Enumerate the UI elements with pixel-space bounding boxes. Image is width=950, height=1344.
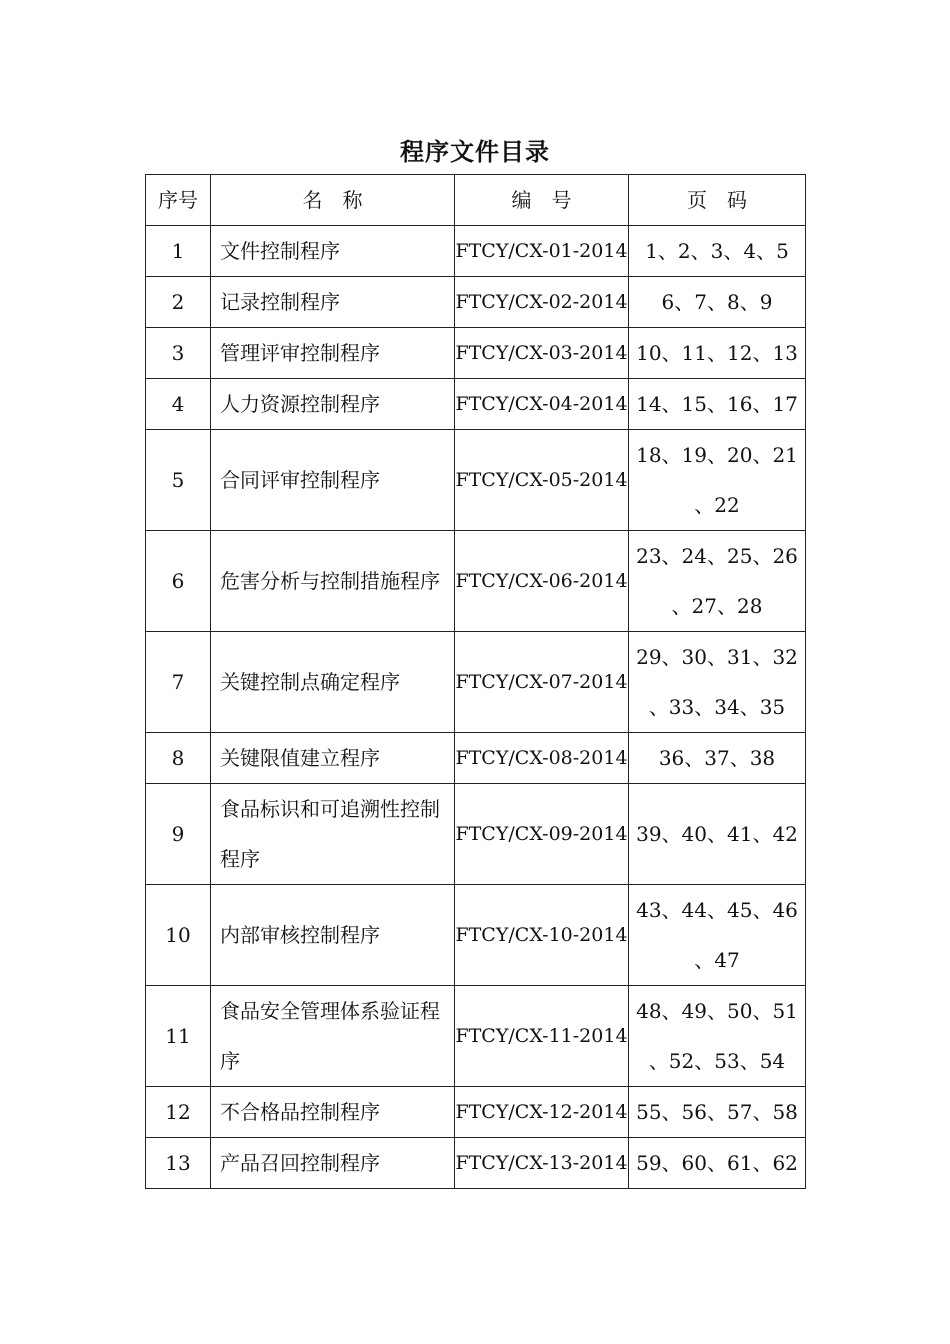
cell-no: 5 (146, 430, 211, 531)
table-row (146, 986, 806, 1087)
cell-code: FTCY/CX-06-2014 (455, 531, 629, 632)
cell-name (211, 226, 455, 277)
cell-pages-line: 、27、28 (671, 594, 763, 618)
cell-name (211, 733, 455, 784)
cell-pages-line: 14、15、16、17 (636, 392, 798, 416)
cell-pages-line: 23、24、25、26 (636, 544, 798, 568)
cell-no: 9 (146, 784, 211, 885)
cell-code: FTCY/CX-01-2014 (455, 226, 629, 277)
cell-pages (629, 531, 806, 632)
cell-pages-line: 43、44、45、46 (636, 898, 798, 922)
cell-code: FTCY/CX-10-2014 (455, 885, 629, 986)
table-row (146, 784, 806, 885)
cell-name (211, 379, 455, 430)
cell-code: FTCY/CX-04-2014 (455, 379, 629, 430)
cell-name-line: 序 (220, 1049, 240, 1073)
cell-pages (629, 885, 806, 986)
cell-name-line: 食品安全管理体系验证程 (220, 999, 440, 1023)
cell-pages-line: 10、11、12、13 (636, 341, 798, 365)
page-title: 程序文件目录 (400, 137, 550, 166)
cell-name-line: 关键控制点确定程序 (220, 670, 400, 694)
header-name: 名 称 (211, 175, 455, 226)
table-row (146, 632, 806, 733)
cell-name (211, 277, 455, 328)
cell-no: 7 (146, 632, 211, 733)
cell-name (211, 328, 455, 379)
cell-name-line: 程序 (220, 847, 260, 871)
cell-name-line: 危害分析与控制措施程序 (220, 569, 440, 593)
cell-name (211, 986, 455, 1087)
cell-no: 12 (146, 1087, 211, 1138)
cell-no: 6 (146, 531, 211, 632)
table-body (146, 226, 806, 1189)
cell-pages (629, 430, 806, 531)
cell-code: FTCY/CX-05-2014 (455, 430, 629, 531)
cell-name-line: 产品召回控制程序 (220, 1151, 380, 1175)
table-row (146, 277, 806, 328)
cell-pages (629, 226, 806, 277)
cell-pages-line: 、22 (694, 493, 740, 517)
cell-code: FTCY/CX-09-2014 (455, 784, 629, 885)
cell-no: 1 (146, 226, 211, 277)
cell-pages (629, 277, 806, 328)
cell-name-line: 不合格品控制程序 (220, 1100, 380, 1124)
table-row (146, 733, 806, 784)
cell-pages-line: 48、49、50、51 (636, 999, 798, 1023)
cell-no: 4 (146, 379, 211, 430)
cell-pages (629, 632, 806, 733)
header-no: 序号 (146, 175, 211, 226)
cell-no: 11 (146, 986, 211, 1087)
cell-name-line: 内部审核控制程序 (220, 923, 380, 947)
cell-no: 2 (146, 277, 211, 328)
cell-code: FTCY/CX-12-2014 (455, 1087, 629, 1138)
cell-no: 13 (146, 1138, 211, 1189)
table-row (146, 379, 806, 430)
cell-name-line: 记录控制程序 (220, 290, 340, 314)
cell-name-line: 食品标识和可追溯性控制 (220, 797, 440, 821)
cell-code: FTCY/CX-11-2014 (455, 986, 629, 1087)
header-pages: 页 码 (629, 175, 806, 226)
cell-pages-line: 1、2、3、4、5 (645, 239, 789, 263)
cell-pages (629, 1138, 806, 1189)
cell-pages-line: 6、7、8、9 (661, 290, 773, 314)
cell-pages (629, 379, 806, 430)
cell-name (211, 1087, 455, 1138)
cell-name (211, 531, 455, 632)
cell-pages-line: 55、56、57、58 (636, 1100, 798, 1124)
cell-no: 3 (146, 328, 211, 379)
cell-pages (629, 328, 806, 379)
table-row (146, 531, 806, 632)
table-row (146, 885, 806, 986)
cell-name (211, 885, 455, 986)
cell-name-line: 文件控制程序 (220, 239, 340, 263)
cell-code: FTCY/CX-08-2014 (455, 733, 629, 784)
cell-no: 8 (146, 733, 211, 784)
cell-pages-line: 、47 (694, 948, 740, 972)
cell-pages-line: 36、37、38 (658, 746, 776, 770)
cell-name-line: 人力资源控制程序 (220, 392, 380, 416)
cell-code: FTCY/CX-02-2014 (455, 277, 629, 328)
table-row (146, 328, 806, 379)
cell-pages (629, 784, 806, 885)
cell-name (211, 1138, 455, 1189)
cell-code: FTCY/CX-13-2014 (455, 1138, 629, 1189)
cell-name-line: 关键限值建立程序 (220, 746, 380, 770)
cell-name-line: 合同评审控制程序 (220, 468, 380, 492)
cell-pages (629, 733, 806, 784)
cell-code: FTCY/CX-07-2014 (455, 632, 629, 733)
table-row (146, 430, 806, 531)
cell-pages-line: 59、60、61、62 (636, 1151, 798, 1175)
cell-name-line: 管理评审控制程序 (220, 341, 380, 365)
cell-pages (629, 986, 806, 1087)
cell-no: 10 (146, 885, 211, 986)
cell-pages (629, 1087, 806, 1138)
cell-pages-line: 29、30、31、32 (636, 645, 798, 669)
cell-name (211, 784, 455, 885)
cell-pages-line: 18、19、20、21 (636, 443, 798, 467)
cell-code: FTCY/CX-03-2014 (455, 328, 629, 379)
table-row (146, 226, 806, 277)
cell-pages-line: 、33、34、35 (648, 695, 786, 719)
cell-name (211, 430, 455, 531)
header-code: 编 号 (455, 175, 629, 226)
toc-table (145, 174, 806, 1189)
cell-pages-line: 、52、53、54 (648, 1049, 786, 1073)
table-row (146, 1087, 806, 1138)
cell-pages-line: 39、40、41、42 (636, 822, 798, 846)
cell-name (211, 632, 455, 733)
table-header-row (146, 175, 806, 226)
table-row (146, 1138, 806, 1189)
